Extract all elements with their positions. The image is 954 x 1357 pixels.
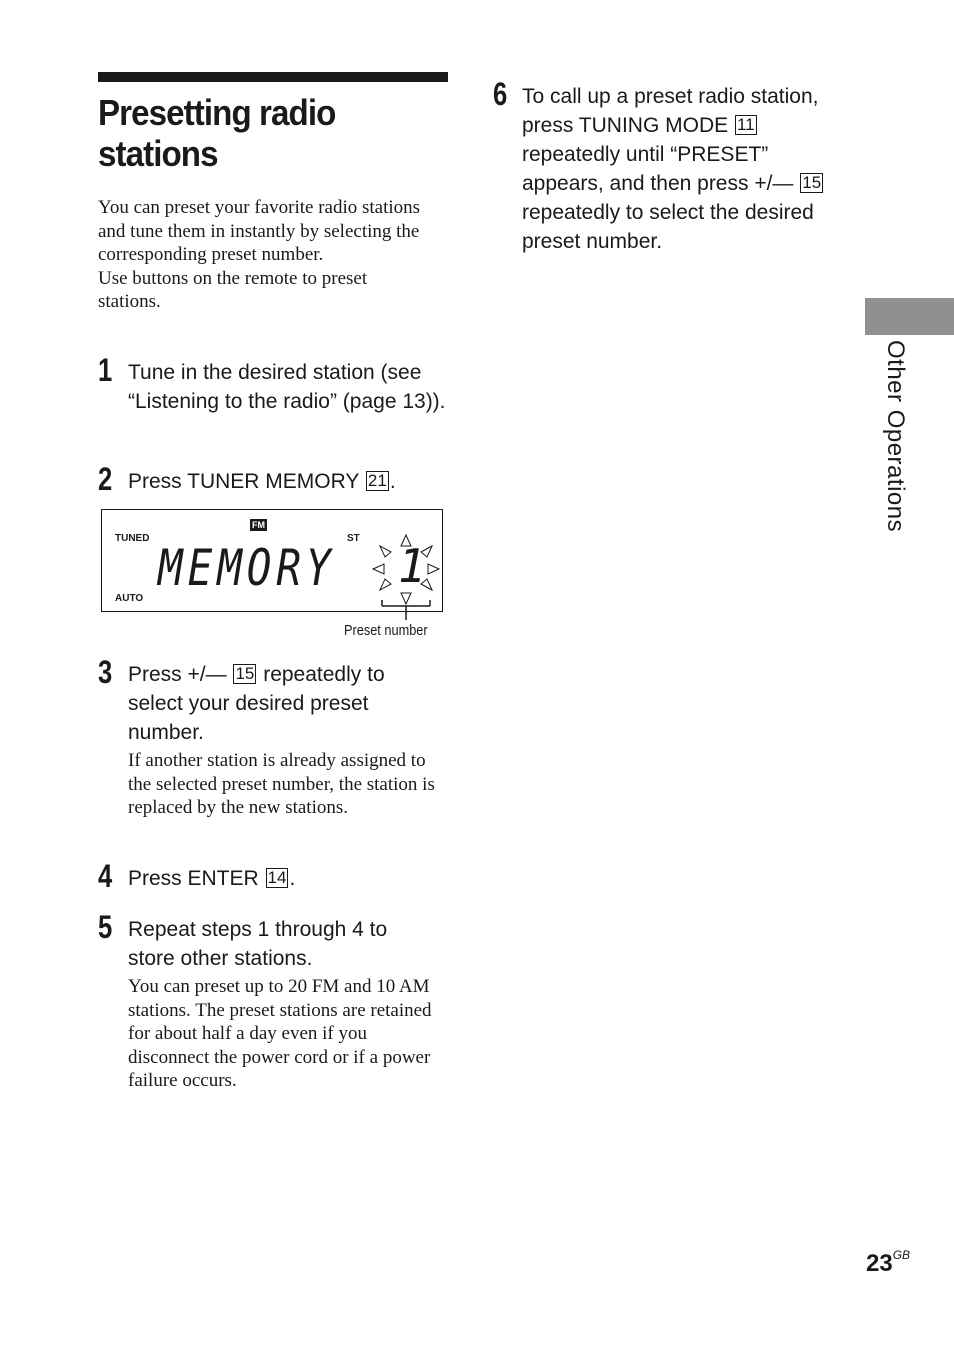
step-1-number: 1 bbox=[98, 352, 113, 388]
step-4-text-a: Press ENTER bbox=[128, 867, 265, 890]
key-14-icon: 14 bbox=[267, 868, 287, 887]
page-number bbox=[866, 1248, 910, 1278]
section-label: Other Operations bbox=[882, 340, 909, 533]
step-2-text-a: Press TUNER MEMORY bbox=[128, 470, 365, 493]
step-3-number: 3 bbox=[98, 654, 113, 690]
step-5-number: 5 bbox=[98, 909, 113, 945]
key-11-icon: 11 bbox=[736, 115, 755, 134]
intro-paragraph-2: Use buttons on the remote to preset stations. bbox=[98, 267, 368, 313]
stereo-indicator: ST bbox=[347, 533, 360, 544]
key-15-icon: 15 bbox=[802, 173, 822, 192]
step-5-text: Repeat steps 1 through 4 to store other stations. bbox=[128, 918, 388, 970]
title-rule bbox=[98, 72, 448, 82]
step-3-text-a: Press +/— bbox=[128, 663, 233, 686]
page-title: Presetting radio stations bbox=[98, 92, 336, 174]
key-21-icon: 21 bbox=[367, 471, 387, 490]
intro-paragraph-1: You can preset your favorite radio stations and tune them in instantly by selecting the corresponding preset number. bbox=[98, 197, 421, 266]
step-3-text bbox=[128, 660, 428, 747]
preset-digit: 1 bbox=[398, 539, 426, 593]
step-5-note: You can preset up to 20 FM and 10 AM stations. The preset stations are retained for about half a day even if you disconnect the power cord or if a power failure occurs. bbox=[128, 976, 432, 1092]
page-number-value: 23 bbox=[866, 1250, 893, 1277]
step-6-text bbox=[522, 82, 842, 256]
step-4-number: 4 bbox=[98, 858, 113, 894]
step-6-text-b: repeatedly until “PRESET” appears, and then press +/— bbox=[522, 143, 800, 195]
step-6-text-a: To call up a preset radio station, press TUNING MODE bbox=[522, 85, 819, 137]
memory-segment-text: MEMORY bbox=[158, 539, 336, 597]
step-2-number: 2 bbox=[98, 461, 113, 497]
step-4-text-b: . bbox=[289, 867, 296, 890]
tuned-indicator: TUNED bbox=[115, 533, 150, 544]
step-6-number: 6 bbox=[493, 76, 508, 112]
fm-indicator: FM bbox=[252, 520, 265, 530]
step-1-text: Tune in the desired station (see “Listening to the radio” (page 13)). bbox=[128, 361, 446, 413]
page-number-suffix: GB bbox=[892, 1248, 911, 1262]
step-3-text-b: repeatedly to select your desired preset number. bbox=[128, 663, 385, 744]
step-2-text bbox=[128, 467, 448, 496]
section-tab bbox=[865, 298, 954, 335]
step-2-text-b: . bbox=[389, 470, 396, 493]
step-6-text-c: repeatedly to select the desired preset number. bbox=[522, 201, 814, 253]
step-3-note: If another station is already assigned to the selected preset number, the station is replaced by the new stations. bbox=[128, 750, 435, 819]
preset-number-caption: Preset number bbox=[344, 622, 428, 639]
step-4-text bbox=[128, 864, 448, 893]
key-15-icon: 15 bbox=[235, 664, 255, 683]
intro-text bbox=[98, 196, 428, 314]
auto-indicator: AUTO bbox=[115, 593, 144, 604]
